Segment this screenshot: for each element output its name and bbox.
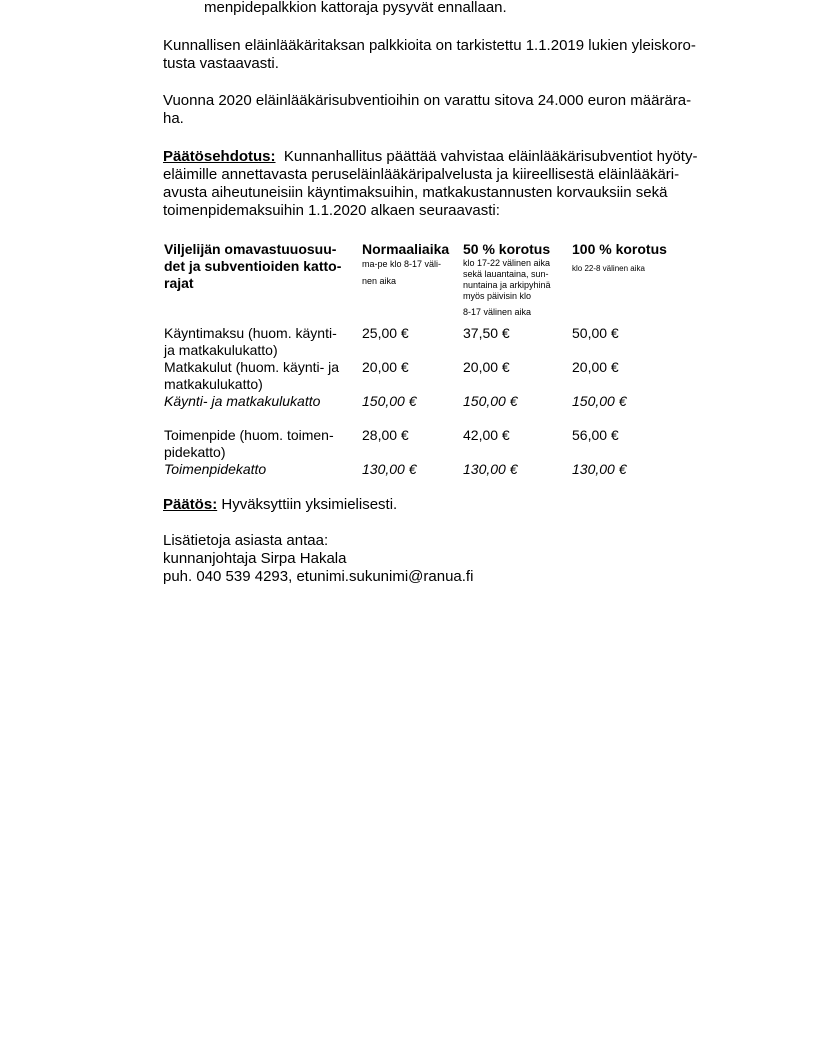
table-header-label: rajat — [164, 275, 194, 291]
column-header-normal: Normaaliaika — [362, 241, 450, 257]
table-header-label: det ja subventioiden katto- — [164, 258, 342, 274]
contact-line: kunnanjohtaja Sirpa Hakala — [163, 550, 347, 567]
proposal-text: Kunnanhallitus päättää vahvistaa eläinlääkärisubventiot hyöty- — [283, 148, 698, 165]
row-label: Käyntimaksu (huom. käynti- — [164, 325, 337, 341]
column-note: klo 17-22 välinen aika — [463, 258, 551, 268]
row-value: 42,00 € — [463, 427, 510, 443]
row-value: 20,00 € — [362, 359, 409, 375]
row-label: Toimenpidekatto — [164, 461, 267, 477]
row-label: ja matkakulukatto) — [164, 342, 278, 358]
paragraph-line: Vuonna 2020 eläinlääkärisubventioihin on varattu sitova 24.000 euron määrära- — [163, 92, 692, 109]
row-value: 150,00 € — [572, 393, 627, 409]
proposal-label: Päätösehdotus: — [163, 148, 276, 165]
proposal-line: avusta aiheutuneisiin käyntimaksuihin, matkakustannusten korvauksiin sekä — [163, 184, 668, 201]
row-value: 130,00 € — [463, 461, 518, 477]
row-label: Matkakulut (huom. käynti- ja — [164, 359, 340, 375]
column-note: ma-pe klo 8-17 väli- — [362, 259, 442, 269]
row-value: 150,00 € — [362, 393, 417, 409]
proposal-line: eläimille annettavasta peruseläinlääkäripalvelusta ja kiireellisestä eläinlääkäri- — [163, 166, 680, 183]
paragraph-line: ha. — [163, 110, 184, 127]
row-label: matkakulukatto) — [164, 376, 263, 392]
text-line: menpidepalkkion kattoraja pysyvät ennallaan. — [204, 0, 507, 16]
row-value: 50,00 € — [572, 325, 619, 341]
row-label: Toimenpide (huom. toimen- — [164, 427, 334, 443]
column-note: nen aika — [362, 276, 397, 286]
column-header-100: 100 % korotus — [572, 241, 667, 257]
column-header-50: 50 % korotus — [463, 241, 551, 257]
contact-line: Lisätietoja asiasta antaa: — [163, 532, 329, 549]
row-value: 28,00 € — [362, 427, 409, 443]
row-value: 130,00 € — [362, 461, 417, 477]
column-note: myös päivisin klo — [463, 291, 532, 301]
paragraph-line: tusta vastaavasti. — [163, 55, 279, 72]
row-value: 25,00 € — [362, 325, 409, 341]
row-value: 20,00 € — [463, 359, 510, 375]
decision-text: Hyväksyttiin yksimielisesti. — [221, 496, 398, 513]
column-note: 8-17 välinen aika — [463, 307, 532, 317]
row-value: 150,00 € — [463, 393, 518, 409]
column-note: sekä lauantaina, sun- — [463, 269, 549, 279]
decision-label: Päätös: — [163, 496, 218, 513]
column-note: nuntaina ja arkipyhinä — [463, 280, 551, 290]
row-value: 130,00 € — [572, 461, 627, 477]
row-label: pidekatto) — [164, 444, 226, 460]
row-value: 20,00 € — [572, 359, 619, 375]
row-label: Käynti- ja matkakulukatto — [164, 393, 321, 409]
column-note: klo 22-8 välinen aika — [572, 264, 645, 273]
table-header-label: Viljelijän omavastuuosuu- — [164, 241, 337, 257]
row-value: 56,00 € — [572, 427, 619, 443]
decision-line — [163, 496, 397, 514]
contact-line: puh. 040 539 4293, etunimi.sukunimi@ranua.fi — [163, 568, 474, 585]
paragraph-line: Kunnallisen eläinlääkäritaksan palkkioita on tarkistettu 1.1.2019 lukien yleiskoro- — [163, 37, 696, 54]
row-value: 37,50 € — [463, 325, 510, 341]
proposal-line: toimenpidemaksuihin 1.1.2020 alkaen seuraavasti: — [163, 202, 500, 219]
proposal-line — [163, 148, 697, 166]
